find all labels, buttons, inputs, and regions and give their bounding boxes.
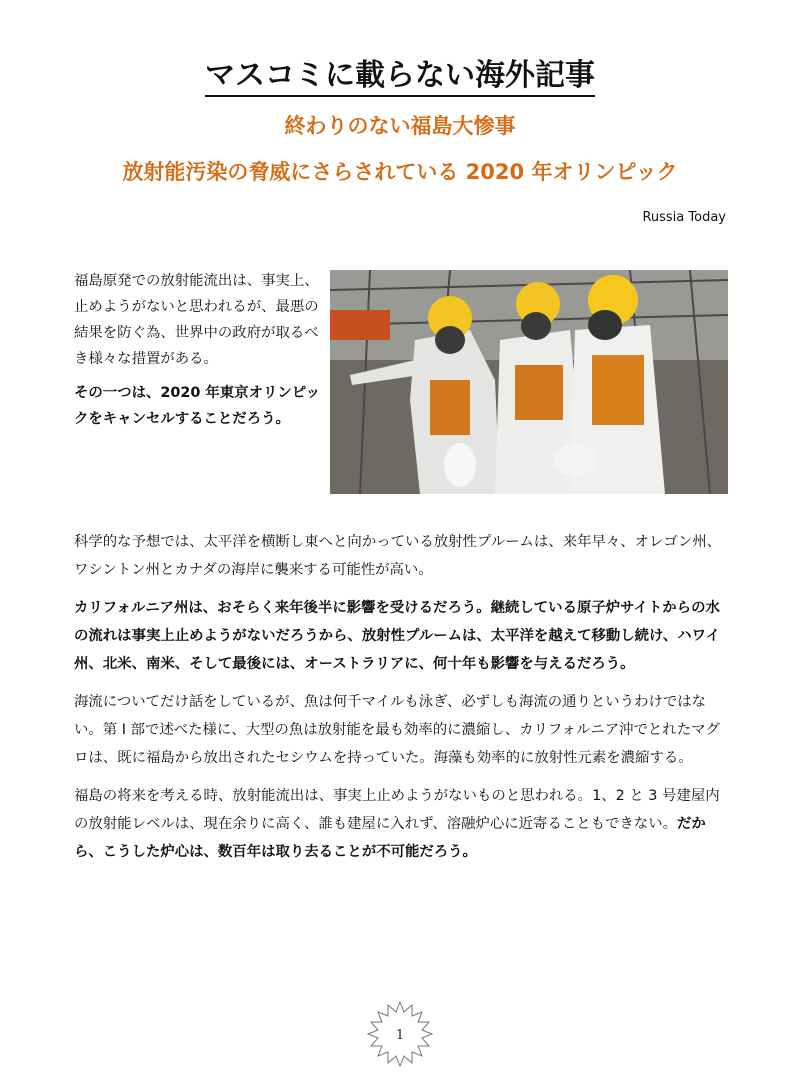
article-series-title [0,50,800,94]
intro-column [74,268,322,440]
paragraph-future-conclusion: だから、こうした炉心は、数百年は取り去ることが不可能だろう。 [74,816,706,860]
intro-paragraph-2: その一つは、2020 年東京オリンピックをキャンセルすることだろう。 [74,385,320,427]
page-number-badge [366,1000,434,1068]
article-body [74,528,728,876]
subheadline: 放射能汚染の脅威にさらされている 2020 年オリンピック [122,160,678,184]
title-text: マスコミに載らない海外記事 [205,58,595,97]
headline: 終わりのない福島大惨事 [284,114,516,138]
source-credit: Russia Today [642,210,726,225]
paragraph-ocean-currents: 海流についてだけ話をしているが、魚は何千マイルも泳ぎ、必ずしも海流の通りというわけではない。第 I 部で述べた様に、大型の魚は放射能を最も効率的に濃縮し、カリフォルニア沖でとれたマグロは、既に福島から放出されたセシウムを持っていた。海藻も効率的に放射性元素を濃縮する。 [74,694,720,766]
workers-in-protective-suits-photo [330,270,728,494]
intro-paragraph-1: 福島原発での放射能流出は、事実上、止めようがないと思われるが、最悪の結果を防ぐ為、世界中の政府が取るべき様々な措置がある。 [74,273,319,367]
paragraph-california: カリフォルニア州は、おそらく来年後半に影響を受けるだろう。継続している原子炉サイトからの水の流れは事実上止めようがないだろうから、放射性プルームは、太平洋を越えて移動し続け、ハワイ州、北米、南米、そして最後には、オーストラリアに、何十年も影響を与えるだろう。 [74,600,720,672]
paragraph-forecast: 科学的な予想では、太平洋を横断し東へと向かっている放射性プルームは、来年早々、オレゴン州、ワシントン州とカナダの海岸に襲来する可能性が高い。 [74,534,722,578]
page-number: 1 [395,1028,405,1043]
paragraph-future [74,782,728,866]
paragraph-future-text: 福島の将来を考える時、放射能流出は、事実上止めようがないものと思われる。1、2 と 3 号建屋内の放射能レベルは、現在余りに高く、誰も建屋に入れず、溶融炉心に近寄ることもできない。 [74,788,720,832]
